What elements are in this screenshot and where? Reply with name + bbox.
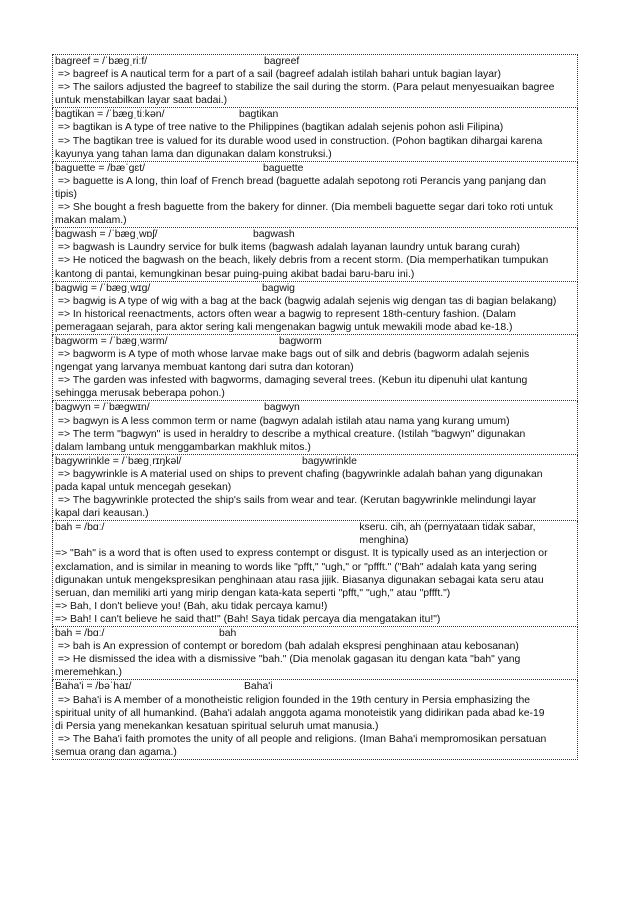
- definition-line: => bagworm is A type of moth whose larvae make bags out of silk and debris (bagworm adalah sejenis: [55, 349, 530, 361]
- definition-line: pada kapal untuk mencegah gesekan): [55, 482, 232, 493]
- dictionary-entry: [52, 228, 578, 281]
- pronunciation: bagywrinkle = /ˈbæɡˌrɪŋkəl/: [55, 455, 182, 467]
- pronunciation: baguette = /bæˈɡɛt/: [55, 162, 145, 174]
- entry-headline: [55, 55, 575, 68]
- definition-line: meremehkan.): [55, 667, 122, 679]
- definition-line: => bagwig is A type of wig with a bag at the back (bagwig adalah sejenis wig dengan tas di bagian belakang): [55, 295, 557, 307]
- pronunciation: bagreef = /ˈbæɡˌriːf/: [55, 56, 148, 67]
- dictionary-entry: [52, 455, 578, 521]
- definition-line: => The Baha'i faith promotes the unity of all people and religions. (Iman Baha'i mempromosikan persatuan: [55, 733, 547, 745]
- definition-line: kapal dari keausan.): [55, 508, 149, 520]
- pronunciation: bah = /bɑː/: [55, 522, 105, 534]
- definition-line: => "Bah" is a word that is often used to express contempt or disgust. It is typically used as an interjection or: [55, 548, 548, 560]
- definition-line: tipis): [55, 188, 77, 200]
- definition-line: => bagreef is A nautical term for a part of a sail (bagreef adalah istilah bahari untuk bagian layar): [55, 69, 501, 81]
- definition-line: => Bah! I can't believe he said that!" (Bah! Saya tidak percaya dia mengatakan itu!"): [55, 613, 441, 625]
- headword: bagworm: [279, 335, 322, 347]
- definition-line: exclamation, and is similar in meaning to words like "pfft," "ugh," or "pffft." ("Bah" adalah kata yang sering: [55, 561, 537, 573]
- entry-headline: [55, 228, 575, 241]
- entry-headline: [55, 521, 575, 547]
- entry-headline: [55, 627, 575, 640]
- headword: baguette: [263, 162, 304, 174]
- definition-line: seruan, dan memiliki arti yang mirip dengan kata-kata seperti "pfft," "ugh," atau "pffft."): [55, 587, 451, 599]
- entry-headline: [55, 162, 575, 175]
- definition-line: kayunya yang tahan lama dan digunakan dalam konstruksi.): [55, 148, 332, 160]
- definition-line: => baguette is A long, thin loaf of French bread (baguette adalah sepotong roti Perancis yang panjang dan: [55, 175, 547, 187]
- dictionary-document: [52, 54, 578, 760]
- definition-line: => Baha'i is A member of a monotheistic religion founded in the 19th century in Persia emphasizing the: [55, 694, 531, 706]
- pronunciation: bagwig = /ˈbæɡˌwɪɡ/: [55, 282, 151, 294]
- definition-line: => He noticed the bagwash on the beach, likely debris from a recent storm. (Dia memperhatikan tumpukan: [55, 255, 549, 267]
- definition-line: => She bought a fresh baguette from the bakery for dinner. (Dia membeli baguette segar dari toko roti untuk: [55, 202, 553, 214]
- definition-line: => Bah, I don't believe you! (Bah, aku tidak percaya kamu!): [55, 600, 328, 612]
- pronunciation: bah = /bɑː/: [55, 628, 105, 640]
- entry-headline: [55, 335, 575, 348]
- entry-headline: [55, 282, 575, 295]
- pronunciation: bagtikan = /ˈbæɡˌtiːkən/: [55, 109, 165, 121]
- pronunciation: bagworm = /ˈbæɡˌwɜrm/: [55, 335, 168, 347]
- definition-line: pemeragaan sejarah, para aktor sering kali mengenakan bagwig untuk mewakili mode abad ke-18.): [55, 321, 513, 333]
- definition-line: => bagwash is Laundry service for bulk items (bagwash adalah layanan laundry untuk barang curah): [55, 242, 520, 254]
- dictionary-entry: [52, 401, 578, 454]
- definition-line: sehingga merusak beberapa pohon.): [55, 388, 225, 400]
- definition-line: ngengat yang larvanya membuat kantong dari sutra dan kotoran): [55, 362, 354, 374]
- definition-line: => The bagywrinkle protected the ship's sails from wear and tear. (Kerutan bagywrinkle melindungi layar: [55, 495, 537, 507]
- definition-line: makan malam.): [55, 215, 127, 227]
- headword: bagtikan: [239, 109, 279, 121]
- dictionary-entry: [52, 627, 578, 680]
- headword: bagwig: [262, 282, 295, 294]
- dictionary-entry: [52, 521, 578, 627]
- definition-line: => The garden was infested with bagworms, damaging several trees. (Kebun itu dipenuhi ulat kantung: [55, 375, 528, 387]
- definition-line: => The sailors adjusted the bagreef to stabilize the sail during the storm. (Para pelaut menyesuaikan bagree: [55, 82, 555, 94]
- definition-line: di Persia yang menekankan kesatuan spiritual seluruh umat manusia.): [55, 720, 379, 732]
- definition-line: => The term "bagwyn" is used in heraldry to describe a mythical creature. (Istilah "bagwyn" digunakan: [55, 428, 526, 440]
- definition-line: => The bagtikan tree is valued for its durable wood used in construction. (Pohon bagtikan dihargai karena: [55, 135, 543, 147]
- headword: bah: [219, 628, 237, 640]
- headword: kseru. cih, ah (pernyataan tidak sabar, menghina): [359, 522, 536, 547]
- headword: Baha'i: [244, 681, 273, 693]
- dictionary-entry: [52, 282, 578, 335]
- pronunciation: bagwash = /ˈbæɡˌwɒʃ/: [55, 229, 158, 241]
- definition-line: => bah is An expression of contempt or boredom (bah adalah ekspresi penghinaan atau kebosanan): [55, 641, 519, 653]
- definition-line: semua orang dan agama.): [55, 746, 177, 758]
- definition-line: spiritual unity of all humankind. (Baha'i adalah anggota agama monoteistik yang didirikan pada abad ke-19: [55, 707, 545, 719]
- headword: bagwyn: [264, 402, 300, 414]
- definition-line: => bagywrinkle is A material used on ships to prevent chafing (bagywrinkle adalah bahan yang digunakan: [55, 468, 543, 480]
- dictionary-entry: [52, 162, 578, 228]
- entry-headline: [55, 108, 575, 121]
- definition-line: digunakan untuk mengekspresikan penghinaan atau rasa jijik. Biasanya digunakan sebagai kata seru atau: [55, 574, 544, 586]
- dictionary-entry: [52, 335, 578, 401]
- definition-line: dalam lambang untuk menggambarkan makhluk mitos.): [55, 441, 311, 453]
- definition-line: kantong di pantai, kemungkinan besar puing-puing akibat badai baru-baru ini.): [55, 268, 415, 280]
- pronunciation: Baha'i = /bəˈhaɪ/: [55, 681, 132, 693]
- entry-headline: [55, 680, 575, 693]
- entry-headline: [55, 455, 575, 468]
- definition-line: => He dismissed the idea with a dismissive "bah." (Dia menolak gagasan itu dengan kata "bah" yang: [55, 654, 521, 666]
- definition-line: => In historical reenactments, actors often wear a bagwig to represent 18th-century fashion. (Dalam: [55, 308, 516, 320]
- definition-line: untuk menstabilkan layar saat badai.): [55, 95, 228, 107]
- definition-line: => bagtikan is A type of tree native to the Philippines (bagtikan adalah sejenis pohon asli Filipina): [55, 122, 504, 134]
- pronunciation: bagwyn = /ˈbæɡwɪn/: [55, 402, 150, 414]
- headword: bagywrinkle: [302, 455, 357, 467]
- entry-headline: [55, 401, 575, 414]
- dictionary-entry: [52, 55, 578, 108]
- definition-line: => bagwyn is A less common term or name (bagwyn adalah istilah atau nama yang kurang umum): [55, 415, 510, 427]
- headword: bagwash: [253, 229, 295, 241]
- headword: bagreef: [264, 56, 300, 67]
- dictionary-entry: [52, 108, 578, 161]
- dictionary-entry: [52, 680, 578, 760]
